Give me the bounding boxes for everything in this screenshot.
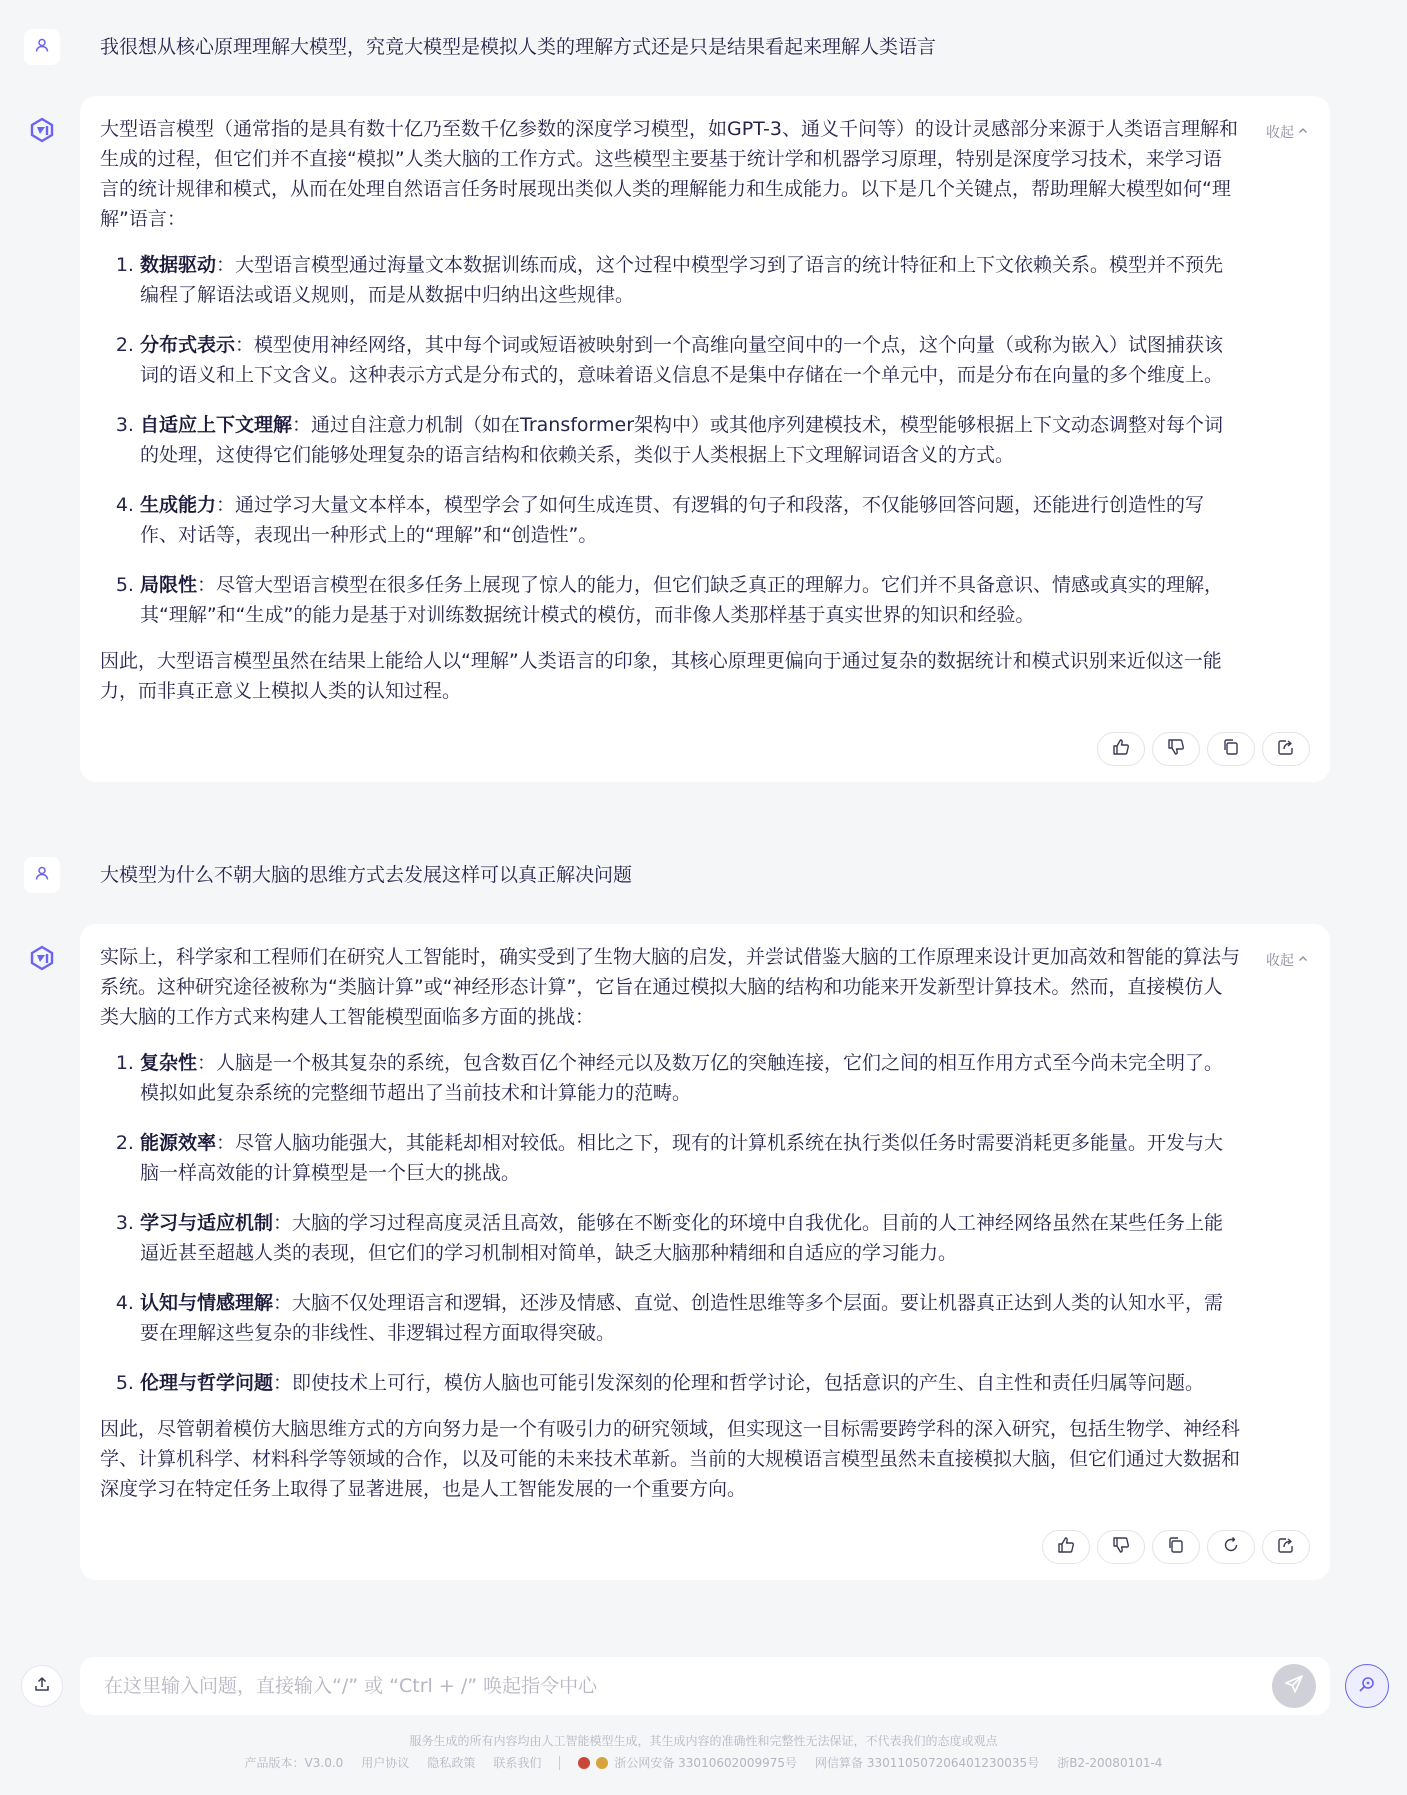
assistant-answer-card	[80, 96, 1330, 782]
upload-icon	[33, 1675, 51, 1697]
assistant-answer-card	[80, 924, 1330, 1580]
answer-points	[100, 250, 1240, 630]
assistant-avatar	[24, 114, 60, 150]
user-agreement-link[interactable]: 用户协议	[361, 1756, 410, 1770]
like-button[interactable]	[1042, 1530, 1090, 1564]
answer-points	[100, 1048, 1240, 1398]
share-icon	[1277, 1536, 1295, 1558]
point-title: 伦理与哲学问题	[140, 1372, 274, 1394]
product-version: 产品版本：V3.0.0	[244, 1756, 344, 1770]
send-button[interactable]	[1272, 1664, 1316, 1708]
list-item	[140, 410, 1240, 470]
chevron-up-icon	[1298, 952, 1308, 968]
point-text: ：即使技术上可行，模仿人脑也可能引发深刻的伦理和哲学讨论，包括意识的产生、自主性和责任归属等问题。	[273, 1372, 1205, 1394]
answer-intro: 实际上，科学家和工程师们在研究人工智能时，确实受到了生物大脑的启发，并尝试借鉴大脑的工作原理来设计更加高效和智能的算法与系统。这种研究途径被称为“类脑计算”或“神经形态计算”，它旨在通过模拟大脑的结构和功能来开发新型计算技术。然而，直接模仿人类大脑的工作方式来构建人工智能模型面临多方面的挑战：	[100, 946, 1241, 1028]
point-title: 学习与适应机制	[140, 1212, 274, 1234]
point-text: ：模型使用神经网络，其中每个词或短语被映射到一个高维向量空间中的一个点，这个向量（或称为嵌入）试图捕获该词的语义和上下文含义。这种表示方式是分布式的，意味着语义信息不是集中存储在一个单元中，而是分布在向量的多个维度上。	[140, 334, 1224, 386]
user-icon	[34, 37, 50, 57]
user-avatar	[24, 29, 60, 65]
assistant-avatar	[24, 942, 60, 978]
chat-input[interactable]	[104, 1675, 1204, 1697]
list-item	[140, 250, 1240, 310]
command-center-button[interactable]	[1345, 1664, 1389, 1708]
chevron-up-icon	[1298, 124, 1308, 140]
list-item	[140, 1128, 1240, 1188]
list-item	[140, 1368, 1240, 1398]
point-text: ：人脑是一个极其复杂的系统，包含数百亿个神经元以及数万亿的突触连接，它们之间的相互作用方式至今尚未完全明了。模拟如此复杂系统的完整细节超出了当前技术和计算能力的范畴。	[140, 1052, 1224, 1104]
point-text: ：大脑不仅处理语言和逻辑，还涉及情感、直觉、创造性思维等多个层面。要让机器真正达到人类的认知水平，需要在理解这些复杂的非线性、非逻辑过程方面取得突破。	[140, 1292, 1224, 1344]
thumbs-down-icon	[1167, 738, 1185, 760]
thumbs-up-icon	[1112, 738, 1130, 760]
point-text: ：大型语言模型通过海量文本数据训练而成，这个过程中模型学习到了语言的统计特征和上下文依赖关系。模型并不预先编程了解语法或语义规则，而是从数据中归纳出这些规律。	[140, 254, 1224, 306]
point-title: 自适应上下文理解	[140, 414, 293, 436]
tongyi-logo-icon	[29, 117, 55, 147]
footer-links	[0, 1754, 1407, 1771]
share-button[interactable]	[1262, 1530, 1310, 1564]
copy-button[interactable]	[1152, 1530, 1200, 1564]
user-question: 我很想从核心原理理解大模型，究竟大模型是模拟人类的理解方式还是只是结果看起来理解人类语言	[100, 36, 937, 58]
list-item	[140, 1208, 1240, 1268]
privacy-policy-link[interactable]: 隐私政策	[427, 1756, 476, 1770]
list-item	[140, 1048, 1240, 1108]
dislike-button[interactable]	[1152, 732, 1200, 766]
point-title: 复杂性	[140, 1052, 198, 1074]
point-text: ：大脑的学习过程高度灵活且高效，能够在不断变化的环境中自我优化。目前的人工神经网络虽然在某些任务上能逼近甚至超越人类的表现，但它们的学习机制相对简单，缺乏大脑那种精细和自适应的学习能力。	[140, 1212, 1224, 1264]
tongyi-logo-icon	[29, 945, 55, 975]
answer-actions	[100, 732, 1310, 766]
point-text: ：尽管大型语言模型在很多任务上展现了惊人的能力，但它们缺乏真正的理解力。它们并不具备意识、情感或真实的理解，其“理解”和“生成”的能力是基于对训练数据统计模式的模仿，而非像人类那样基于真实世界的知识和经验。	[140, 574, 1224, 626]
user-icon	[34, 865, 50, 885]
police-record[interactable]	[578, 1754, 797, 1771]
answer-body	[100, 114, 1240, 706]
icp-record[interactable]: 浙B2-20080101-4	[1057, 1756, 1163, 1770]
point-text: ：通过学习大量文本样本，模型学会了如何生成连贯、有逻辑的句子和段落，不仅能够回答问题，还能进行创造性的写作、对话等，表现出一种形式上的“理解”和“创造性”。	[140, 494, 1205, 546]
point-title: 局限性	[140, 574, 198, 596]
list-item	[140, 570, 1240, 630]
like-button[interactable]	[1097, 732, 1145, 766]
answer-intro: 大型语言模型（通常指的是具有数十亿乃至数千亿参数的深度学习模型，如GPT-3、通义千问等）的设计灵感部分来源于人类语言理解和生成的过程，但它们并不直接“模拟”人类大脑的工作方式。这些模型主要基于统计学和机器学习原理，特别是深度学习技术，来学习语言的统计规律和模式，从而在处理自然语言任务时展现出类似人类的理解能力和生成能力。以下是几个关键点，帮助理解大模型如何“理解”语言：	[100, 118, 1238, 230]
answer-actions	[100, 1530, 1310, 1564]
user-avatar	[24, 857, 60, 893]
list-item	[140, 330, 1240, 390]
collapse-label: 收起	[1266, 125, 1294, 141]
point-title: 能源效率	[140, 1132, 217, 1154]
list-item	[140, 1288, 1240, 1348]
share-button[interactable]	[1262, 732, 1310, 766]
point-text: ：尽管人脑功能强大，其能耗却相对较低。相比之下，现有的计算机系统在执行类似任务时需要消耗更多能量。开发与大脑一样高效能的计算模型是一个巨大的挑战。	[140, 1132, 1224, 1184]
list-item	[140, 490, 1240, 550]
copy-icon	[1222, 738, 1240, 760]
national-emblem-icon	[578, 1757, 590, 1769]
police-record-text: 浙公网安备 33010602009975号	[614, 1756, 798, 1770]
regenerate-button[interactable]	[1207, 1530, 1255, 1564]
dislike-button[interactable]	[1097, 1530, 1145, 1564]
share-icon	[1277, 738, 1295, 760]
chat-input-box	[80, 1657, 1330, 1715]
footer-divider	[559, 1756, 560, 1770]
footer-disclaimer: 服务生成的所有内容均由人工智能模型生成，其生成内容的准确性和完整性无法保证，不代表我们的态度或观点	[409, 1734, 998, 1748]
point-title: 分布式表示	[140, 334, 236, 356]
police-badge-icon	[596, 1757, 608, 1769]
upload-button[interactable]	[21, 1665, 63, 1707]
collapse-button[interactable]	[1266, 950, 1308, 970]
point-text: ：通过自注意力机制（如在Transformer架构中）或其他序列建模技术，模型能够根据上下文动态调整对每个词的处理，这使得它们能够处理复杂的语言结构和依赖关系，类似于人类根据上下文理解词语含义的方式。	[140, 414, 1224, 466]
thumbs-down-icon	[1112, 1536, 1130, 1558]
user-message	[24, 27, 1334, 67]
user-message	[24, 855, 1334, 895]
collapse-button[interactable]	[1266, 122, 1308, 142]
answer-conclusion: 因此，大型语言模型虽然在结果上能给人以“理解”人类语言的印象，其核心原理更偏向于通过复杂的数据统计和模式识别来近似这一能力，而非真正意义上模拟人类的认知过程。	[100, 650, 1222, 702]
thumbs-up-icon	[1057, 1536, 1075, 1558]
contact-link[interactable]: 联系我们	[493, 1756, 542, 1770]
regenerate-icon	[1222, 1536, 1240, 1558]
collapse-label: 收起	[1266, 953, 1294, 969]
copy-button[interactable]	[1207, 732, 1255, 766]
command-center-icon	[1357, 1674, 1377, 1698]
point-title: 生成能力	[140, 494, 217, 516]
copy-icon	[1167, 1536, 1185, 1558]
send-icon	[1284, 1674, 1304, 1698]
answer-conclusion: 因此，尽管朝着模仿大脑思维方式的方向努力是一个有吸引力的研究领域，但实现这一目标需要跨学科的深入研究，包括生物学、神经科学、计算机科学、材料科学等领域的合作，以及可能的未来技术革新。当前的大规模语言模型虽然未直接模拟大脑，但它们通过大数据和深度学习在特定任务上取得了显著进展，也是人工智能发展的一个重要方向。	[100, 1418, 1241, 1500]
answer-body	[100, 942, 1240, 1504]
algorithm-record[interactable]: 网信算备 330110507206401230035号	[815, 1756, 1040, 1770]
point-title: 认知与情感理解	[140, 1292, 274, 1314]
point-title: 数据驱动	[140, 254, 217, 276]
user-question: 大模型为什么不朝大脑的思维方式去发展这样可以真正解决问题	[100, 864, 633, 886]
